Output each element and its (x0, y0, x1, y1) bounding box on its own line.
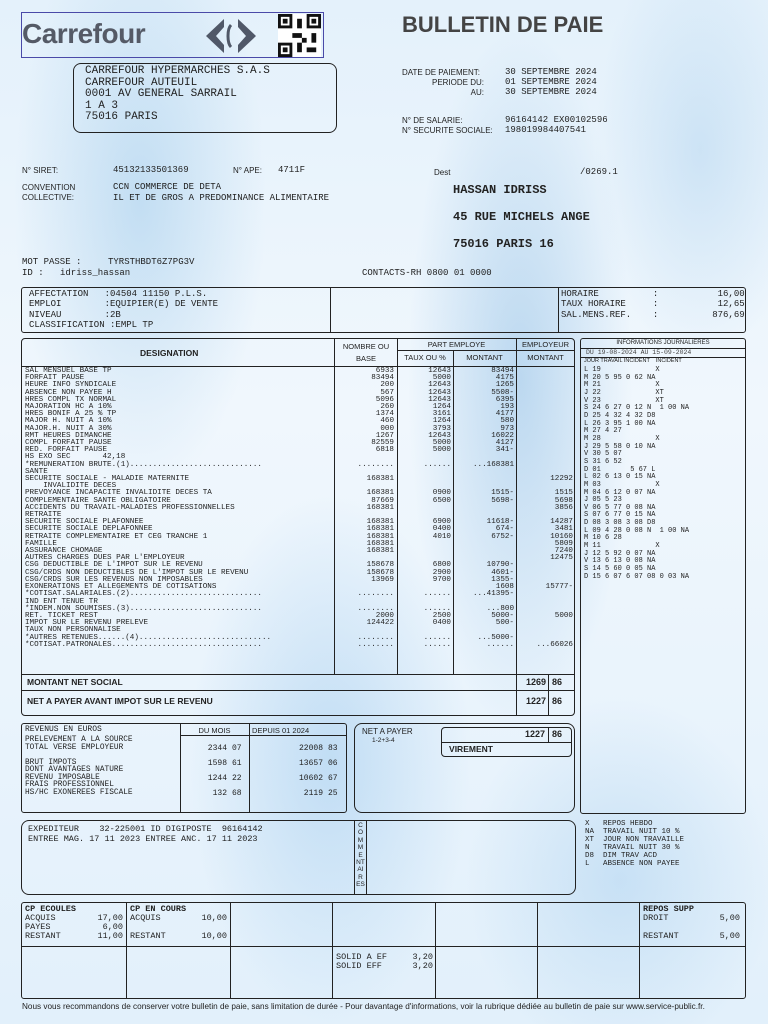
document-title: BULLETIN DE PAIE (402, 12, 604, 37)
emploi: EMPLOI :EQUIPIER(E) DE VENTE (29, 299, 219, 310)
recipient-city: 75016 PARIS 16 (453, 237, 554, 251)
header-designation: DESIGNATION (140, 348, 199, 358)
employer-line-5: 75016 PARIS (85, 111, 158, 123)
expediteur-line-1: EXPEDITEUR 32-225001 ID DIGIPOSTE 96164142 (28, 824, 263, 834)
header-montant-employeur: MONTANT (527, 353, 564, 362)
convention-value (113, 182, 329, 204)
revenus-labels: PRELEVEMENT A LA SOURCE TOTAL VERSE EMPLOYEUR BRUT IMPOTS DONT AVANTAGES NATURE REVENU IMPOSABLE FRAIS PROFESSIONNEL HS/HC EXONEREES FISCALE (25, 736, 133, 797)
ape-value: 4711F (278, 165, 306, 175)
commentaires-label: COMMENTAIRES (356, 822, 365, 889)
period-from: 01 SEPTEMBRE 2024 (505, 77, 597, 87)
mot-passe-value: TYRSTHBDT6Z7PG3V (108, 257, 195, 267)
net-social-int: 1269 (525, 677, 546, 687)
employer-line-4: 1 A 3 (85, 99, 119, 112)
expediteur-details (28, 824, 263, 844)
nombre-column: 6933 83494 200 567 5096 260 1374 460 000 1267 82559 6818 ........ 168381 168381 87669 168381 168381 168381 168381 168381 168381 158678 158678 13969 ........ ........ 2000 124422 ........ ........ (357, 367, 394, 649)
info-range: DU 19-08-2024 AU 15-09-2024 (586, 349, 692, 356)
header-part-employe: PART EMPLOYE (427, 340, 486, 349)
period-to: 30 SEPTEMBRE 2024 (505, 87, 597, 97)
restant3-value: 5,00 (719, 931, 740, 941)
restant1-label: RESTANT (25, 931, 61, 941)
contacts-rh: CONTACTS-RH 0800 01 0000 (362, 268, 492, 278)
secu-label: N° SECURITE SOCIALE: (402, 126, 493, 135)
payment-mode: VIREMENT (449, 744, 493, 754)
revenus-mois-int: 2344 1598 1244 132 (207, 743, 227, 798)
footer-note: Nous vous recommandons de conserver votre bulletin de paie, sans limitation de durée - Pour davantage d'informations, voir la rubrique dédiée au bulletin de paie sur www.service-public.fr. (22, 1002, 705, 1011)
dest-code: /0269.1 (580, 167, 618, 177)
job-details (29, 289, 218, 331)
net-a-payer-int: 1227 (524, 729, 545, 739)
cp-ecoules-label: CP ECOULES (25, 904, 77, 914)
affectation: AFFECTATION :04504 11150 P.L.S. (29, 289, 208, 299)
id-value: idriss_hassan (60, 268, 131, 278)
restant2-value: 10,00 (201, 931, 227, 941)
revenus-depuis-dec: 83 06 67 25 (328, 743, 338, 798)
payment-date-label: DATE DE PAIEMENT: (402, 68, 480, 77)
designation-column: SAL MENSUEL BASE TP FORFAIT PAUSE HEURE INFO SYNDICALE ABSENCE NON PAYEE H HRES COMPL TX NORMAL MAJORATION HC A 10% HRES BONIF A 25 % TP MAJOR H. NUIT A 10% MAJOR.H. NUIT A 30% RMT HEURES DIMANCHE COMPL FORFAIT PAUSE RED. FORFAIT PAUSE HS EXO SEC 42,18 *REMUNERATION BRUTE.(1)............................. SANTE SECURITE SOCIALE - MALADIE MATERNITE INVALIDITE DECES PREVOYANCE INCAPACITE INVALIDITE DECES TA COMPLEMENTAIRE SANTE OBLIGATOIRE ACCIDENTS DU TRAVAIL-MALADIES PROFESSIONNELLES RETRAITE SECURITE SOCIALE PLAFONNEE SECURITE SOCIALE DEPLAFONNEE RETRAITE COMPLEMENTAIRE ET CEG TRANCHE 1 FAMILLE ASSURANCE CHOMAGE AUTRES CHARGES DUES PAR L'EMPLOYEUR CSG DEDUCTIBLE DE L'IMPOT SUR LE REVENU CSG/CRDS NON DEDUCTIBLES DE L'IMPOT SUR LE REVENU CSG/CRDS SUR LES REVENUS NON IMPOSABLES EXONERATIONS ET ALLEGEMENTS DE COTISATIONS *COTISAT.SALARIALES.(2)............................. IND ENT TENUE TR *INDEM.NON SOUMISES.(3)............................. RET. TICKET REST IMPOT SUR LE REVENU PRELEVE TAUX NON PERSONNALISE *AUTRES RETENUES......(4)............................. *COTISAT.PATRONALES................................. (25, 367, 272, 649)
cp-en-cours-label: CP EN COURS (130, 904, 187, 914)
net-social-dec: 86 (552, 677, 563, 687)
convention-line-2: IL ET DE GROS A PREDOMINANCE ALIMENTAIRE (113, 193, 330, 203)
employer-line-2: CARREFOUR AUTEUIL (85, 76, 198, 89)
depuis-header: DEPUIS 01 2024 (252, 726, 310, 735)
qr-code-icon (277, 14, 322, 57)
salarie-label: N° DE SALARIE: (402, 116, 463, 125)
droit-value: 5,00 (719, 913, 740, 923)
secu-number: 198019984407541 (505, 125, 587, 135)
solid-a-ef: SOLID A EF 3,20 (336, 952, 433, 962)
restant1-value: 11,00 (97, 931, 123, 941)
period-to-label: AU: (470, 88, 484, 97)
period-label: PERIODE DU: (431, 78, 484, 87)
info-columns: JOUR TRAVAIL INCIDENT INCIDENT (584, 358, 682, 364)
info-header: INFORMATIONS JOURNALIERES (616, 340, 710, 346)
payment-date: 30 SEPTEMBRE 2024 (505, 67, 597, 77)
acquis2-value: 10,00 (201, 913, 227, 923)
employer-line-3: 0001 AV GENERAL SARRAIL (85, 88, 237, 100)
taux-horaire: TAUX HORAIRE : 12,65 (561, 299, 745, 310)
expediteur-line-2: ENTREE MAG. 17 11 2023 ENTREE ANC. 17 11 2023 (28, 834, 258, 844)
classification: CLASSIFICATION :EMPL TP (29, 320, 154, 331)
net-a-payer-dec: 86 (552, 729, 563, 739)
incident-legend: X REPOS HEBDO NA TRAVAIL NUIT 10 % XT JOUR NON TRAVAILLE N TRAVAIL NUIT 30 % D8 DIM TRAV ACD L ABSENCE NON PAYEE (585, 820, 685, 868)
acquis1-label: ACQUIS (25, 913, 56, 923)
net-avant-impot-dec: 86 (552, 696, 563, 706)
acquis2-label: ACQUIS (130, 913, 161, 923)
taux-column: 12643 5000 12643 12643 12643 1264 3161 1264 3793 12643 5000 5000 ...... 0900 6500 6900 0400 4010 6800 2900 9700 ...... ...... 2500 0400 ...... ...... (423, 367, 451, 649)
convention-label: CONVENTION COLLECTIVE: (22, 183, 76, 202)
restant2-label: RESTANT (130, 931, 166, 941)
recipient-street: 45 RUE MICHELS ANGE (453, 210, 590, 224)
header-montant: MONTANT (466, 353, 503, 362)
montant-column: 83494 4175 1265 5508- 6395 193 4177 580 973 16022 4127 341- ...168381 1515- 5698- 11618- 674- 6752- 10790- 4601- 1355- 1608 ...41395- ...800 5000- 500- ...5000- ...... (472, 367, 514, 649)
sal-mens-ref: SAL.MENS.REF. : 876,69 (561, 309, 745, 320)
ape-label: N° APE: (233, 166, 262, 175)
droit-label: DROIT (643, 913, 669, 923)
solid-eff: SOLID EFF 3,20 (336, 961, 433, 971)
dest-label: Dest (434, 168, 451, 177)
id-label: ID : (22, 268, 44, 278)
employeur-column: 12292 1515 5698 3856 14287 3481 10160 5809 7240 12475 15777- 5000 ...66026 (536, 475, 573, 649)
employer-line-1: CARREFOUR HYPERMARCHES S.A.S (85, 65, 270, 77)
net-a-payer-label: NET A PAYER (362, 727, 413, 736)
revenus-depuis-int: 22008 13657 10602 2119 (298, 743, 323, 798)
employer-address (85, 66, 270, 124)
siret-value: 45132133501369 (113, 165, 189, 175)
net-avant-impot-int: 1227 (525, 696, 546, 706)
net-avant-impot-label: NET A PAYER AVANT IMPOT SUR LE REVENU (27, 696, 213, 706)
header-taux: TAUX OU % (404, 353, 446, 362)
convention-line-1: CCN COMMERCE DE DETA (113, 182, 222, 192)
restant3-label: RESTANT (643, 931, 679, 941)
payes-label: PAYES (25, 922, 51, 932)
acquis1-value: 17,00 (97, 913, 123, 923)
mot-passe-label: MOT PASSE : (22, 257, 82, 267)
repos-supp-label: REPOS SUPP (643, 904, 695, 914)
niveau: NIVEAU :2B (29, 309, 121, 320)
info-days: L 19 X M 20 5 95 0 62 NA M 21 X J 22 XT V 23 XT S 24 6 27 0 12 N 1 00 NA D 25 4 32 4 32 D8 L 26 3 95 1 00 NA M 27 4 27 M 28 X J 29 5 58 0 10 NA V 30 5 07 S 31 6 52 D 01 5 67 L L 02 6 13 0 15 NA M 03 X M 04 6 12 0 07 NA J 05 5 23 V 06 5 77 0 08 NA S 07 6 77 0 15 NA D 08 3 08 3 08 D8 L 09 4 28 0 08 N 1 00 NA M 10 6 28 M 11 X J 12 5 92 0 07 NA V 13 6 13 0 08 NA S 14 5 60 0 05 NA D 15 6 07 6 07 08 0 03 NA (584, 366, 690, 581)
salarie-number: 96164142 EX00102596 (505, 115, 608, 125)
net-a-payer-formula: 1-2+3-4 (372, 737, 395, 744)
revenus-mois-dec: 07 61 22 68 (232, 743, 242, 798)
horaire: HORAIRE : 16,00 (561, 289, 745, 299)
carrefour-logo: Carrefour (22, 18, 146, 49)
net-social-label: MONTANT NET SOCIAL (27, 677, 123, 687)
du-mois-header: DU MOIS (198, 726, 231, 735)
job-rates (561, 289, 745, 320)
carrefour-emblem-icon (202, 15, 272, 57)
header-employeur: EMPLOYEUR (521, 340, 570, 349)
revenus-title: REVENUS EN EUROS (25, 725, 102, 734)
siret-label: N° SIRET: (22, 166, 59, 175)
payes-value: 6,00 (102, 922, 123, 932)
recipient-name: HASSAN IDRISS (453, 183, 547, 197)
header-nombre: NOMBRE OU BASE (342, 342, 390, 363)
